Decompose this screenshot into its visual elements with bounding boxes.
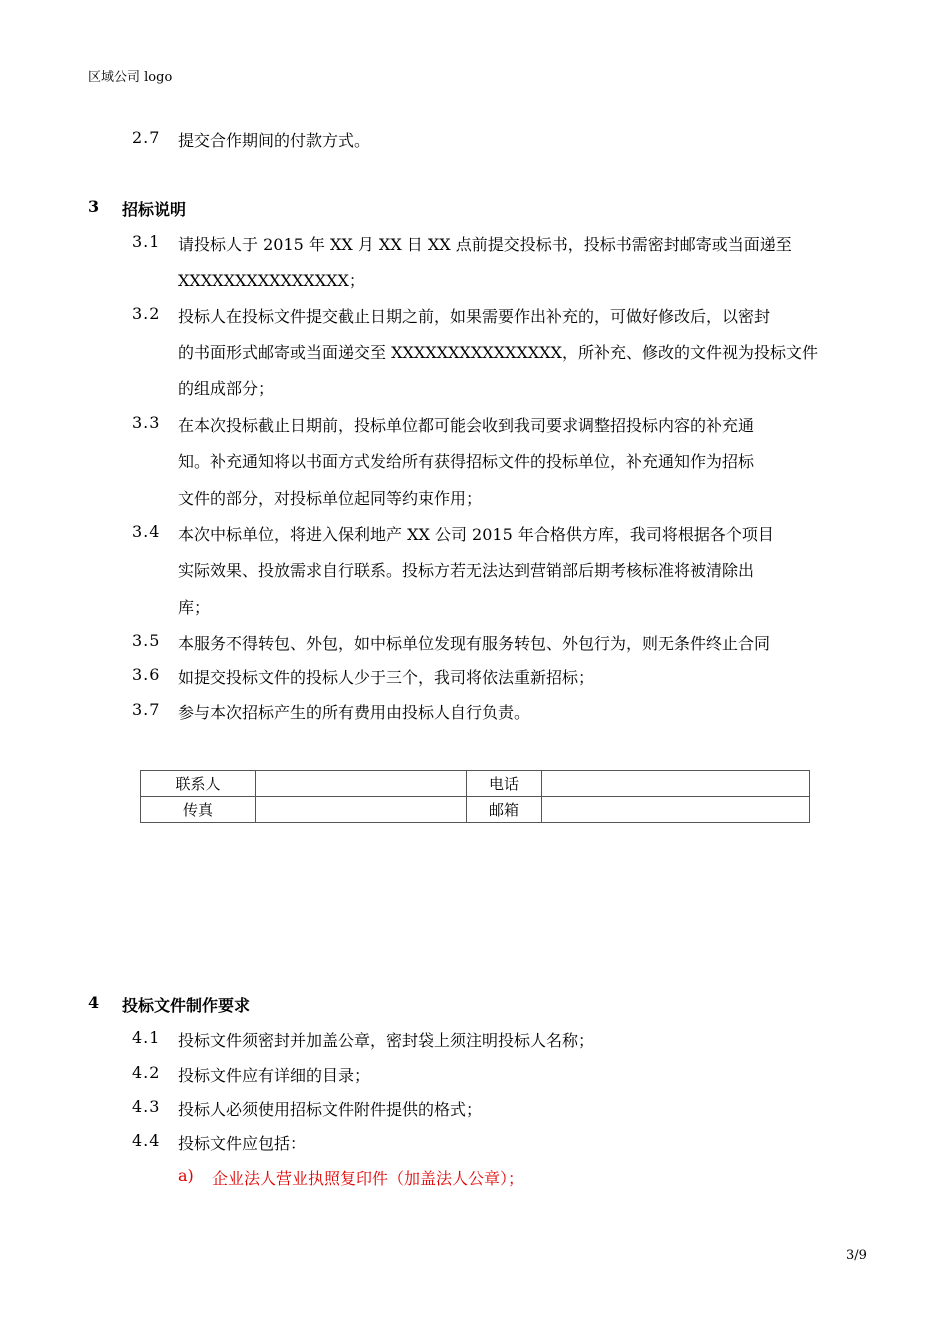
table-row: [141, 797, 810, 823]
item-number: 4.4: [132, 1131, 161, 1150]
sub-item-marker: a): [178, 1166, 194, 1185]
fax-label: 传真: [141, 797, 256, 823]
item-text: 请投标人于 2015 年 XX 月 XX 日 XX 点前提交投标书，投标书需密封邮寄或当面递至: [178, 235, 792, 254]
section-title: 招标说明: [122, 200, 187, 219]
item-number: 4.2: [132, 1063, 161, 1082]
section-title: 投标文件制作要求: [122, 996, 251, 1015]
item-number: 3.1: [132, 232, 161, 251]
contact-value: [256, 771, 467, 797]
item-text-continued: 文件的部分，对投标单位起同等约束作用；: [178, 489, 483, 508]
header-logo-text: 区域公司 logo: [88, 70, 173, 85]
item-text: 本服务不得转包、外包，如中标单位发现有服务转包、外包行为，则无条件终止合同: [178, 634, 771, 653]
item-number: 4.3: [132, 1097, 161, 1116]
item-text-continued: 实际效果、投放需求自行联系。投标方若无法达到营销部后期考核标准将被清除出: [178, 561, 755, 580]
email-value: [542, 797, 810, 823]
item-text-continued: 的组成部分；: [178, 379, 275, 398]
page-number: 3/9: [846, 1248, 867, 1263]
section-number: 4: [88, 993, 100, 1012]
phone-value: [542, 771, 810, 797]
phone-label: 电话: [467, 771, 542, 797]
item-text: 投标文件须密封并加盖公章，密封袋上须注明投标人名称；: [178, 1031, 595, 1050]
item-number: 3.2: [132, 304, 161, 323]
item-text-continued: XXXXXXXXXXXXXXX；: [178, 271, 365, 290]
item-text: 投标文件应包括：: [178, 1134, 307, 1153]
contact-label: 联系人: [141, 771, 256, 797]
item-text: 投标文件应有详细的目录；: [178, 1066, 371, 1085]
item-text: 投标人必须使用招标文件附件提供的格式；: [178, 1100, 483, 1119]
item-text: 参与本次招标产生的所有费用由投标人自行负责。: [178, 703, 531, 722]
item-text: 本次中标单位，将进入保利地产 XX 公司 2015 年合格供方库，我司将根据各个项目: [178, 525, 774, 544]
item-number: 2.7: [132, 128, 161, 147]
item-text: 提交合作期间的付款方式。: [178, 131, 371, 150]
sub-item-text: 企业法人营业执照复印件（加盖法人公章）；: [212, 1169, 525, 1188]
item-text: 如提交投标文件的投标人少于三个，我司将依法重新招标；: [178, 668, 595, 687]
table-row: [141, 771, 810, 797]
item-number: 4.1: [132, 1028, 161, 1047]
item-number: 3.5: [132, 631, 161, 650]
item-number: 3.6: [132, 665, 161, 684]
item-text-continued: 的书面形式邮寄或当面递交至 XXXXXXXXXXXXXXX，所补充、修改的文件视为投标文件: [178, 343, 818, 362]
item-text: 在本次投标截止日期前，投标单位都可能会收到我司要求调整招投标内容的补充通: [178, 416, 755, 435]
item-number: 3.4: [132, 522, 161, 541]
item-text-continued: 库；: [178, 598, 211, 617]
contact-table: [140, 770, 810, 823]
item-number: 3.7: [132, 700, 161, 719]
item-text: 投标人在投标文件提交截止日期之前，如果需要作出补充的，可做好修改后，以密封: [178, 307, 771, 326]
item-number: 3.3: [132, 413, 161, 432]
item-text-continued: 知。补充通知将以书面方式发给所有获得招标文件的投标单位，补充通知作为招标: [178, 452, 755, 471]
email-label: 邮箱: [467, 797, 542, 823]
fax-value: [256, 797, 467, 823]
section-number: 3: [88, 197, 100, 216]
